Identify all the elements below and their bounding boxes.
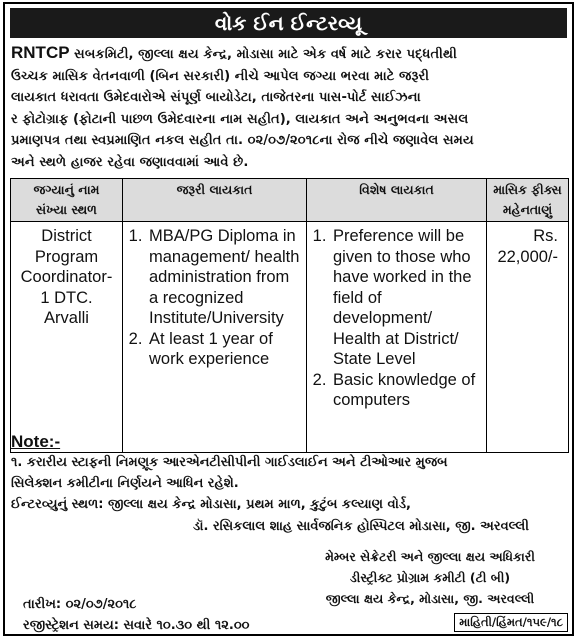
venue-section: [11, 494, 571, 537]
intro-line: લાયકાત ધરાવતા ઉમેદવારોએ સંપૂર્ણ બાયોડેટા, તાજેતરના પાસ-પોર્ટ સાઈઝના: [11, 90, 421, 105]
header-required: જરૂરી લાયકાત: [123, 179, 307, 222]
table-row: [11, 222, 569, 453]
venue-line: ડૉ. રસિકલાલ શાહ સાર્વજનિક હોસ્પિટલ મોડાસા, જી. અરવલ્લી: [193, 518, 529, 534]
page-title: વોક ઈન ઈન્ટરવ્યૂ: [10, 8, 567, 38]
list-item: 2. At least 1 year of work experience: [147, 329, 303, 370]
notice-page: [3, 2, 574, 636]
post-cell: District Program Coordinator- 1 DTC. Arvalli: [11, 222, 123, 453]
special-cell: [307, 222, 487, 453]
notice-date: તારીખ: ૦૨/૦૭/૨૦૧૮: [23, 597, 137, 612]
note-line: ૧. કરારીય સ્ટાફની નિમણૂક આરએનટીસીપીની ગાઈડલાઈન અને ટીઓઆર મુજબ: [11, 455, 448, 470]
table-header-row: [11, 179, 569, 222]
signatory-block: મેમ્બર સેક્રેટરી અને જીલ્લા ક્ષય અધિકારી ડીસ્ટ્રીક્ટ પ્રોગ્રામ કમીટી (ટી બી) જીલ્લા ક્ષય કેન્દ્ર, મોડાસા, જી. અરવલ્લી: [325, 549, 535, 606]
header-salary: માસિક ફીક્સ મહેનતાણું: [487, 179, 569, 222]
notes-section: [11, 432, 571, 494]
intro-line: અને સ્થળે હાજર રહેવા જણાવવામાં આવે છે.: [11, 154, 249, 170]
intro-paragraph: [11, 42, 569, 173]
list-item: 2. Basic knowledge of computers: [331, 370, 483, 411]
registration-time: રજીસ્ટ્રેશન સમય: સવારે ૧૦.૩૦ થી ૧૨.૦૦: [23, 618, 250, 633]
date-block: [23, 594, 249, 636]
header-post: જગ્યાનું નામ સંખ્યા સ્થળ: [11, 179, 123, 222]
required-cell: [123, 222, 307, 453]
org-name: RNTCP: [11, 43, 70, 62]
intro-line: પ્રમાણપત્ર તથા સ્વપ્રમાણિત નકલ સહીત તા. ૦૨/૦૭/૨૦૧૮ના રોજ નીચે જણાવેલ સમય: [11, 133, 474, 148]
reference-number: માહિતી/હિંમત/૧૫૯/૧૮: [454, 613, 568, 632]
list-item: 1. Preference will be given to those who have worked in the field of development/ Health at District/ State Level: [331, 226, 483, 370]
intro-line: ઉચ્ચક માસિક વેતનવાળી (બિન સરકારી) નીચે આપેલ જગ્યા ભરવા માટે જરૂરી: [11, 68, 430, 84]
intro-line: ર ફોટોગ્રાફ (ફોટાની પાછળ ઉમેદવારના નામ સહીત), લાયકાત અને અનુભવના અસલ: [11, 111, 469, 127]
note-line: સિલેક્શન કમીટીના નિર્ણયને આધિન રહેશે.: [11, 476, 239, 491]
note-heading: Note:-: [11, 432, 61, 451]
venue-line: જીલ્લા ક્ષય કેન્દ્ર મોડાસા, પ્રથમ માળ, કુટુંબ કલ્યાણ વોર્ડ,: [107, 497, 411, 512]
vacancy-table: [10, 178, 569, 453]
venue-label: ઈન્ટરવ્યુનું સ્થળ:: [11, 497, 104, 512]
header-special: વિશેષ લાયકાત: [307, 179, 487, 222]
list-item: 1. MBA/PG Diploma in management/ health administration from a recognized Institute/University: [147, 226, 303, 329]
salary-cell: Rs. 22,000/-: [487, 222, 569, 453]
intro-line: RNTCP સબકમિટી, જીલ્લા ક્ષય કેન્દ્ર, મોડાસા માટે એક વર્ષ માટે કરાર પદ્ધતીથી: [11, 43, 457, 62]
